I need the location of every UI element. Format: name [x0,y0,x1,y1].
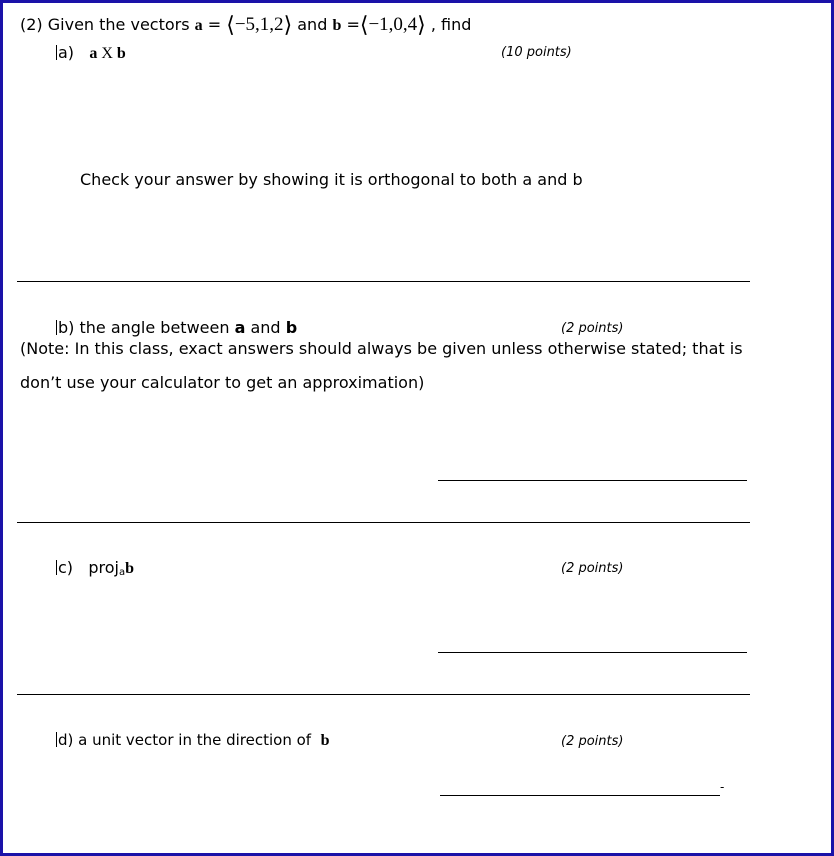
answer-blank [438,652,747,653]
text-cursor [56,320,57,335]
text-cursor [56,560,57,575]
note-line-2: don’t use your calculator to get an approximation) [20,373,425,392]
and-word: and [297,15,328,34]
answer-blank [438,480,747,481]
vector-b-symbol: b [125,560,134,577]
part-b-label: b) the angle between a and b [58,318,298,337]
header-prefix: (2) Given the vectors [20,15,190,34]
vector-b-symbol: b [320,732,330,749]
vector-b-symbol: b [285,318,298,337]
part-d-label: d) a unit vector in the direction of b [58,731,330,749]
header-suffix: , find [430,15,472,34]
answer-blank [440,795,720,796]
proj-subscript: a [118,567,126,578]
part-d-points: (2 points) [561,734,624,749]
text-cursor [56,45,57,60]
problem-header [20,12,471,38]
right-angle-bracket: ⟩ [417,12,426,37]
part-a-label: a) a X b [58,43,126,62]
trailing-dash: - [720,780,725,794]
vector-a-components: −5,1,2 [234,14,284,35]
note-line-1: (Note: In this class, exact answers should always be given unless otherwise stated; that is [20,339,743,358]
equals-sign: = [346,15,360,34]
vector-b-components: −1,0,4 [368,14,418,35]
vector-b-symbol: b [116,45,126,62]
right-angle-bracket: ⟩ [283,12,293,37]
part-b-points: (2 points) [561,321,624,336]
part-a-check-instruction: Check your answer by showing it is orthogonal to both a and b [80,170,583,189]
part-c-label: c) proj$_a$b [58,558,134,578]
section-divider [17,522,750,523]
vector-a-symbol: a [234,318,246,337]
vector-b-symbol: b [332,17,342,34]
equals-sign: = [207,15,222,34]
left-angle-bracket: ⟨ [359,12,369,37]
section-divider [17,694,750,695]
text-cursor [56,732,57,747]
part-c-points: (2 points) [561,561,624,576]
left-angle-bracket: ⟨ [226,12,235,37]
cross-operator: X [97,45,117,62]
part-a-points: (10 points) [501,45,572,60]
section-divider [17,281,750,282]
proj-operator: proj [88,558,119,577]
vector-a-symbol: a [89,45,98,62]
and-word: and [250,318,281,337]
vector-a-symbol: a [194,17,203,34]
